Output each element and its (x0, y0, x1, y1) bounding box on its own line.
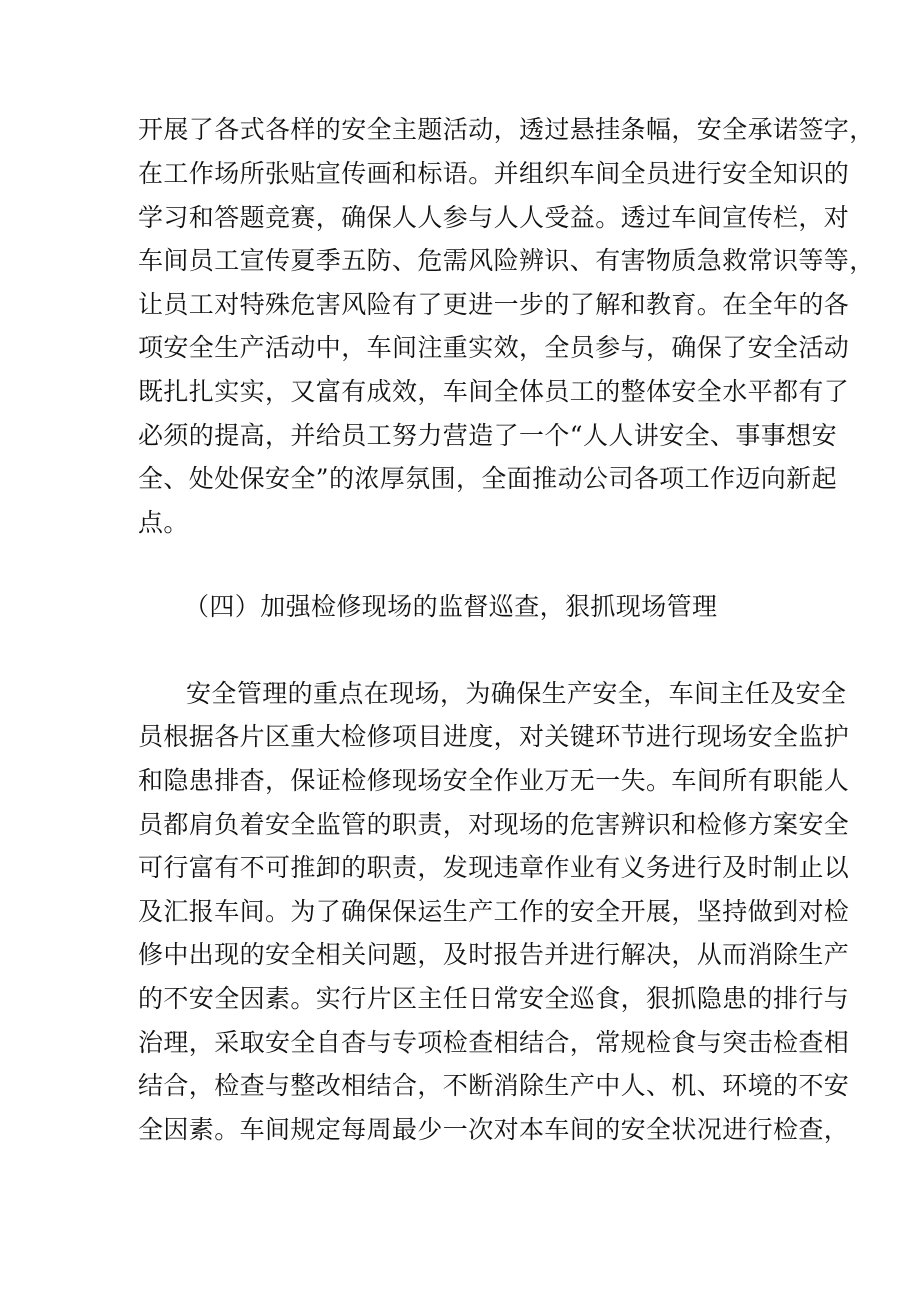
paragraph1-line-7: 既扎扎实实，又富有成效，车间全体员工的整体安全水平都有了 (138, 377, 850, 406)
paragraph1-line-9: 全、处处保安全”的浓厚氛围，全面推动公司各项工作迈向新起 (138, 464, 837, 493)
paragraph1-line-10: 点。 (138, 508, 189, 537)
paragraph2-line-1: 安全管理的重点在现场，为确保生产安全，车间主任及安全 (186, 679, 847, 708)
paragraph1-line-3: 学习和答题竞赛，确保人人参与人人受益。透过车间宣传栏，对 (138, 203, 850, 232)
paragraph1-line-1: 开展了各式各样的安全主题活动，透过悬挂条幅，安全承诺签字， (138, 115, 875, 144)
paragraph2-line-11: 全因素。车间规定每周最少一次对本车间的安全状况进行检查， (138, 1115, 850, 1144)
section-heading: （四）加强检修现场的监督巡查，狠抓现场管理 (184, 592, 718, 621)
paragraph2-line-8: 的不安全因素。实行片区主任日常安全巡食，狠抓隐患的排行与 (138, 984, 850, 1013)
paragraph1-line-8: 必须的提高，并给员工努力营造了一个“人人讲安全、事事想安 (138, 421, 837, 450)
paragraph2-line-10: 结合，检查与整改相结合，不断消除生产中人、机、环境的不安 (138, 1071, 850, 1100)
paragraph2-line-2: 员根据各片区重大检修项目进度，对关键环节进行现场安全监护 (138, 722, 850, 751)
paragraph1-line-4: 车间员工宣传夏季五防、危需风险辨识、有害物质急救常识等等， (138, 246, 875, 275)
paragraph2-line-5: 可行富有不可推卸的职责，发现违章作业有义务进行及时制止以 (138, 853, 850, 882)
paragraph2-line-3: 和隐患排杳，保证检修现场安全作业万无一失。车间所有职能人 (138, 766, 850, 795)
paragraph1-line-6: 项安全生产活动中，车间注重实效，全员参与，确保了安全活动 (138, 333, 850, 362)
paragraph1-line-2: 在工作场所张贴宣传画和标语。并组织车间全员进行安全知识的 (138, 159, 850, 188)
paragraph2-line-6: 及汇报车间。为了确保保运生产工作的安全开展，坚持做到对检 (138, 897, 850, 926)
paragraph2-line-9: 治理，采取安全自杳与专项检查相结合，常规检食与突击检查相 (138, 1028, 850, 1057)
paragraph1-line-5: 让员工对特殊危害风险有了更进一步的了解和教育。在全年的各 (138, 290, 850, 319)
paragraph2-line-7: 修中出现的安全相关问题，及时报告并进行解决，从而消除生产 (138, 940, 850, 969)
paragraph2-line-4: 员都肩负着安全监管的职责，对现场的危害辨识和检修方案安全 (138, 810, 850, 839)
